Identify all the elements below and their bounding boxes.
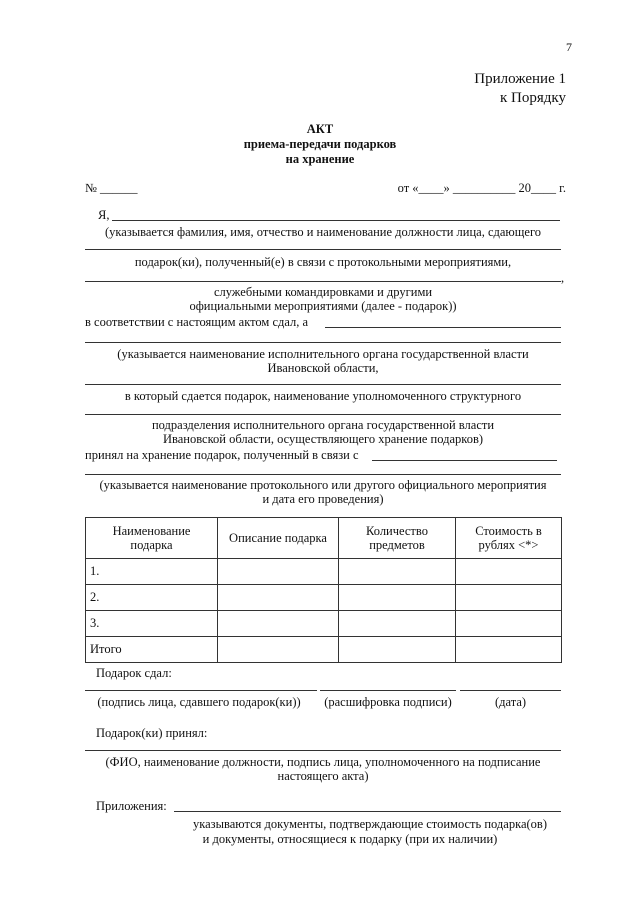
table-cell[interactable] <box>339 611 456 637</box>
table-cell[interactable]: 2. <box>86 585 218 611</box>
table-header-row <box>86 518 562 559</box>
col-header-quantity: Количество предметов <box>339 518 456 559</box>
gifts-table <box>85 517 562 663</box>
gift-accepted-label: Подарок(ки) принял: <box>96 726 208 740</box>
col-header-cost: Стоимость в рублях <*> <box>456 518 562 559</box>
table-row <box>86 585 562 611</box>
table-row <box>86 559 562 585</box>
act-date: от «____» __________ 20____ г. <box>397 181 566 195</box>
hint-official: официальными мероприятиями (далее - подарок)) <box>189 299 457 313</box>
fio-line <box>112 220 560 221</box>
table-cell[interactable]: 1. <box>86 559 218 585</box>
table-cell[interactable] <box>339 559 456 585</box>
hint-gift-received: подарок(ки), полученный(е) в связи с протокольными мероприятиями, <box>134 255 512 269</box>
hint-acceptor-1: (ФИО, наименование должности, подпись лица, уполномоченного на подписание <box>105 755 541 769</box>
acceptor-line <box>85 750 561 751</box>
appendix-line1: Приложение 1 <box>474 71 566 87</box>
signature-line <box>85 690 317 691</box>
hint-event-1: (указывается наименование протокольного или другого официального мероприятия <box>99 478 547 492</box>
blank-line-4 <box>85 384 561 385</box>
table-row <box>86 611 562 637</box>
hint-event-2: и дата его проведения) <box>262 492 384 506</box>
act-number: № ______ <box>85 181 138 195</box>
sig-date-hint: (дата) <box>494 695 527 709</box>
receiver-line <box>325 327 561 328</box>
decode-line <box>320 690 456 691</box>
date-line <box>460 690 561 691</box>
ya-label: Я, <box>98 208 110 222</box>
hint-where-2: подразделения исполнительного органа государственной власти <box>151 418 495 432</box>
hint-acceptor-2: настоящего акта) <box>277 769 369 783</box>
hint-where-3: Ивановской области, осуществляющего хранение подарков) <box>162 432 484 446</box>
hint-att-1: указываются документы, подтверждающие стоимость подарка(ов) <box>192 817 547 831</box>
table-cell[interactable] <box>339 585 456 611</box>
col-header-description: Описание подарка <box>218 518 339 559</box>
table-cell[interactable] <box>456 637 562 663</box>
document-title <box>0 122 640 167</box>
blank-line-1 <box>85 249 561 250</box>
blank-line-2 <box>85 281 561 282</box>
sig-person-hint: (подпись лица, сдавшего подарок(ки)) <box>97 695 301 709</box>
table-cell[interactable] <box>218 559 339 585</box>
appendix-line2: к Порядку <box>500 90 566 106</box>
table-cell[interactable] <box>456 585 562 611</box>
appendix-block <box>474 70 566 108</box>
hint-organ-2: Ивановской области, <box>267 361 379 375</box>
gift-handed-label: Подарок сдал: <box>96 666 172 680</box>
table-cell[interactable] <box>456 611 562 637</box>
table-cell[interactable] <box>218 585 339 611</box>
hint-where-1: в который сдается подарок, наименование уполномоченного структурного <box>124 389 522 403</box>
hint-trips: служебными командировками и другими <box>213 285 433 299</box>
table-cell[interactable] <box>218 611 339 637</box>
blank-line-6 <box>85 474 561 475</box>
col-header-name: Наименование подарка <box>86 518 218 559</box>
title-line2: приема-передачи подарков <box>243 137 397 151</box>
title-line3: на хранение <box>285 152 355 166</box>
table-cell[interactable] <box>218 637 339 663</box>
comma: , <box>561 271 565 285</box>
handed-over-text: в соответствии с настоящим актом сдал, а <box>85 315 309 329</box>
accepted-text: принял на хранение подарок, полученный в связи с <box>85 448 359 462</box>
attachments-line <box>174 811 561 812</box>
table-cell[interactable]: 3. <box>86 611 218 637</box>
title-line1: АКТ <box>306 122 334 136</box>
blank-line-3 <box>85 342 561 343</box>
table-row-total <box>86 637 562 663</box>
hint-att-2: и документы, относящиеся к подарку (при их наличии) <box>202 832 498 846</box>
sig-decode-hint: (расшифровка подписи) <box>324 695 452 709</box>
table-cell[interactable]: Итого <box>86 637 218 663</box>
attachments-label: Приложения: <box>96 799 167 813</box>
hint-fio: (указывается фамилия, имя, отчество и наименование должности лица, сдающего <box>104 225 542 239</box>
event-line <box>372 460 557 461</box>
table-cell[interactable] <box>456 559 562 585</box>
hint-organ-1: (указывается наименование исполнительного органа государственной власти <box>117 347 529 361</box>
page-number: 7 <box>566 40 572 54</box>
blank-line-5 <box>85 414 561 415</box>
table-cell[interactable] <box>339 637 456 663</box>
